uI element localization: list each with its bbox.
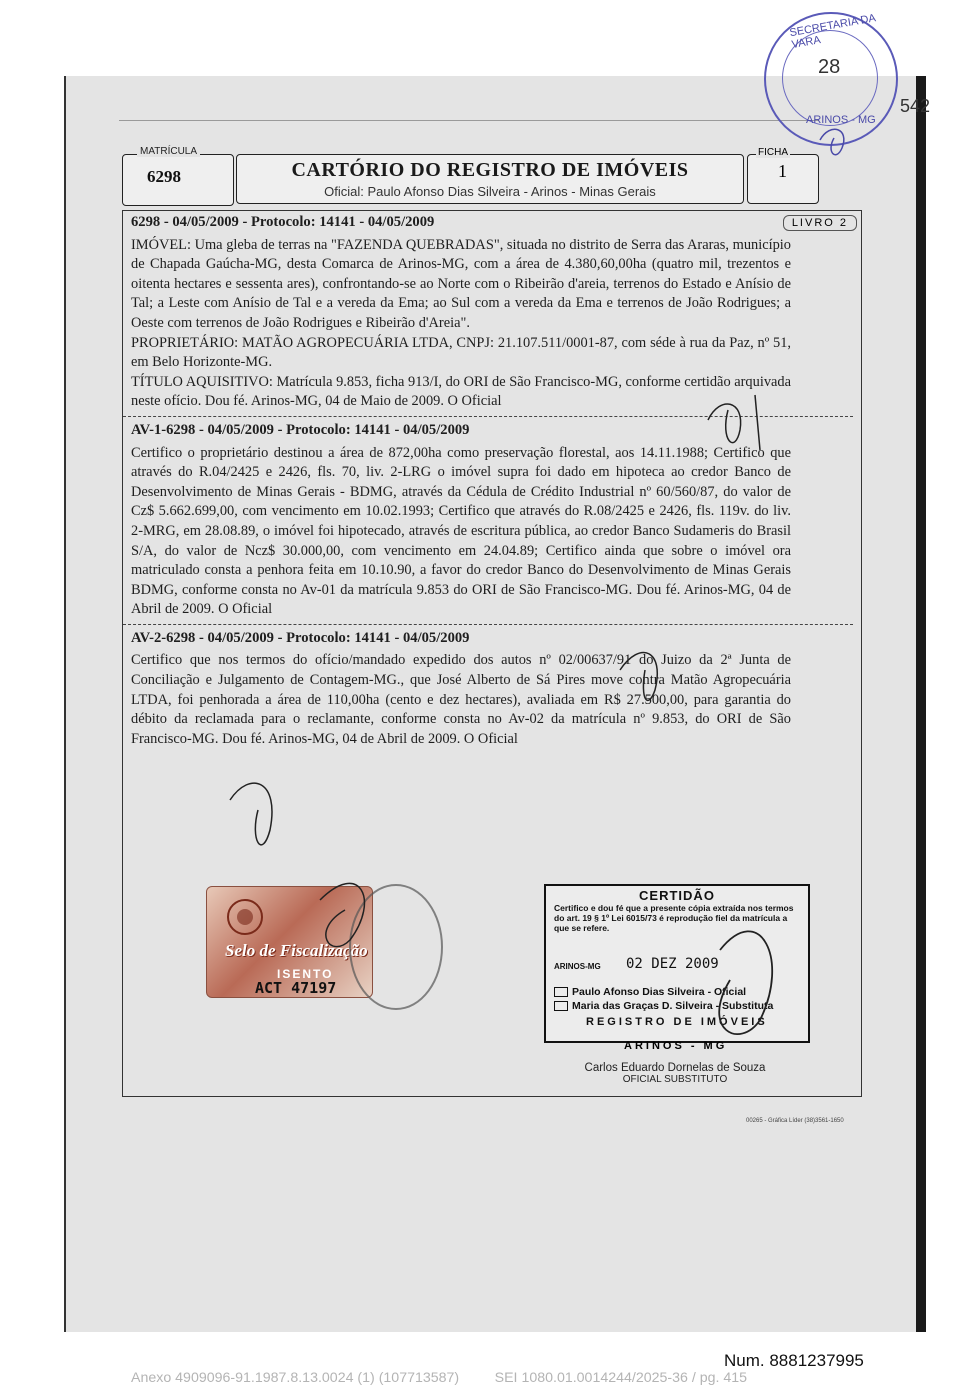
seal-isento: ISENTO [277, 967, 334, 981]
court-stamp-top: SECRETARIA DA VARA [788, 12, 877, 52]
livro-label: LIVRO 2 [783, 215, 857, 231]
certidao-body: Certifico e dou fé que a presente cópia extraída nos termos do art. 19 § 1º Lei 6015/73 é reprodução fiel da matrícula a que se refere. [554, 903, 794, 933]
ficha-label: FICHA [758, 147, 788, 158]
certidao-arinos: ARINOS - MG [624, 1040, 728, 1052]
court-stamp-number: 28 [818, 56, 841, 78]
entry-paragraph-imovel: IMÓVEL: Uma gleba de terras na "FAZENDA QUEBRADAS", situada no distrito de Serra das Araras, município de Chapada Gaúcha-MG, desta Comarca de Arinos-MG, com a área de 4.380,60,00ha (quatro mil, trezentos e oitenta hectares e sessenta ares), confrontando-se ao Norte com o Ribeirão d'areia, terrenos do Estado e Anísio de Tal; a Leste com Anísio de Tal e a vereda da Ema; ao Sul com a vereda da Ema e terrenos de João Rodrigues; a Oeste com terrenos de João Rodrigues e Ribeirão d'Areia". [131, 236, 791, 331]
substituto-role: OFICIAL SUBSTITUTO [622, 1074, 728, 1085]
certidao-date: 02 DEZ 2009 [626, 956, 719, 972]
entry-paragraph: Certifico o proprietário destinou a área de 872,00ha como preservação florestal, aos 14.11.1988; Certifico que através do R.04/2425 e 2426, fls. 70, liv. 2-LRG o imóvel supra foi dado em hipoteca ao credor Banco de Desenvolvimento de Minas Gerais - BDMG, através da Cédula de Crédito Industrial nº 60/560/87, do valor de Cz$ 5.662.699,00, com vencimento em 10.02.1993; Certifico que através do R.08/2425 e 2426, fls. 119v. do liv. 2-MRG, em 28.08.89, o imóvel foi hipotecado, através de escritura pública, ao credor Banco Sudameris do Brasil S/A, do valor de Ncz$ 30.000,00, com vencimento em 24.04.89; Certifico ainda que sobre o imóvel ora matriculado consta a penhora feita em 10.10.90, a favor do credor Banco do Desenvolvimento de Minas Gerais BDMG, conforme consta no Av-01 da matrícula 9.853 do ORI de São Francisco-MG. Dou fé. Arinos-MG, 04 de Abril de 2009. O Oficial [131, 444, 791, 618]
seal-title: Selo de Fiscalização [225, 941, 368, 960]
substituto-name: Carlos Eduardo Dornelas de Souza [584, 1062, 766, 1074]
seal-code: ACT 47197 [255, 979, 337, 997]
certidao-title: CERTIDÃO [639, 888, 715, 903]
footer-document-number: Num. 8881237995 [724, 1351, 864, 1370]
matricula-label: MATRÍCULA [137, 146, 200, 157]
matricula-number: 6298 [147, 167, 181, 186]
certidao-option-label: Maria das Graças D. Silveira - Substituta [572, 1000, 774, 1012]
registry-subtitle: Oficial: Paulo Afonso Dias Silveira - Arinos - Minas Gerais [324, 184, 656, 199]
court-stamp-bottom: ARINOS - MG [806, 114, 876, 126]
ficha-number: 1 [778, 161, 787, 181]
entry-heading: AV-1-6298 - 04/05/2009 - Protocolo: 14141 - 04/05/2009 [131, 421, 470, 438]
certidao-option-label: Paulo Afonso Dias Silveira - Oficial [572, 986, 747, 998]
entry-paragraph-titulo: TÍTULO AQUISITIVO: Matrícula 9.853, ficha 913/I, do ORI de São Francisco-MG, conforme certidão arquivada neste ofício. Dou fé. Arinos-MG, 04 de Maio de 2009. O Oficial [131, 373, 791, 410]
entry-paragraph-proprietario: PROPRIETÁRIO: MATÃO AGROPECUÁRIA LTDA, CNPJ: 21.107.511/0001-87, com séde à rua da Paz, nº 51, em Belo Horizonte-MG. [131, 334, 791, 371]
certidao-registro: REGISTRO DE IMÓVEIS [586, 1016, 768, 1028]
entry-heading: AV-2-6298 - 04/05/2009 - Protocolo: 14141 - 04/05/2009 [131, 629, 470, 646]
footer-anexo: Anexo 4909096-91.1987.8.13.0024 (1) (107713587) SEI 1080.01.0014244/2025-36 / pg. 415 [131, 1370, 748, 1386]
registry-title: CARTÓRIO DO REGISTRO DE IMÓVEIS [291, 159, 689, 181]
entry-paragraph: Certifico que nos termos do ofício/mandado expedido dos autos nº 02/00637/91 do Juizo da 2ª Junta de Conciliação e Julgamento de Contagem-MG., que José Alberto de Sá Pires move contra Matão Agropecuária LTDA, foi penhorada a área de 110,00ha (cento e dez hectares), avaliada em R$ 27.500,00, para garantia do débito da reclamada para o reclamante, conforme consta no Av-02 da matrícula nº 9.853, do ORI de São Francisco-MG. Dou fé. Arinos-MG, 04 de Abril de 2009. O Oficial [131, 652, 791, 747]
entry-heading: 6298 - 04/05/2009 - Protocolo: 14141 - 04/05/2009 [131, 214, 435, 230]
certidao-city: ARINOS-MG [554, 962, 601, 971]
page-number-handwritten: 542 [900, 96, 931, 116]
print-shop-note: 00265 - Gráfica Líder (38)3561-1650 [746, 1118, 844, 1124]
